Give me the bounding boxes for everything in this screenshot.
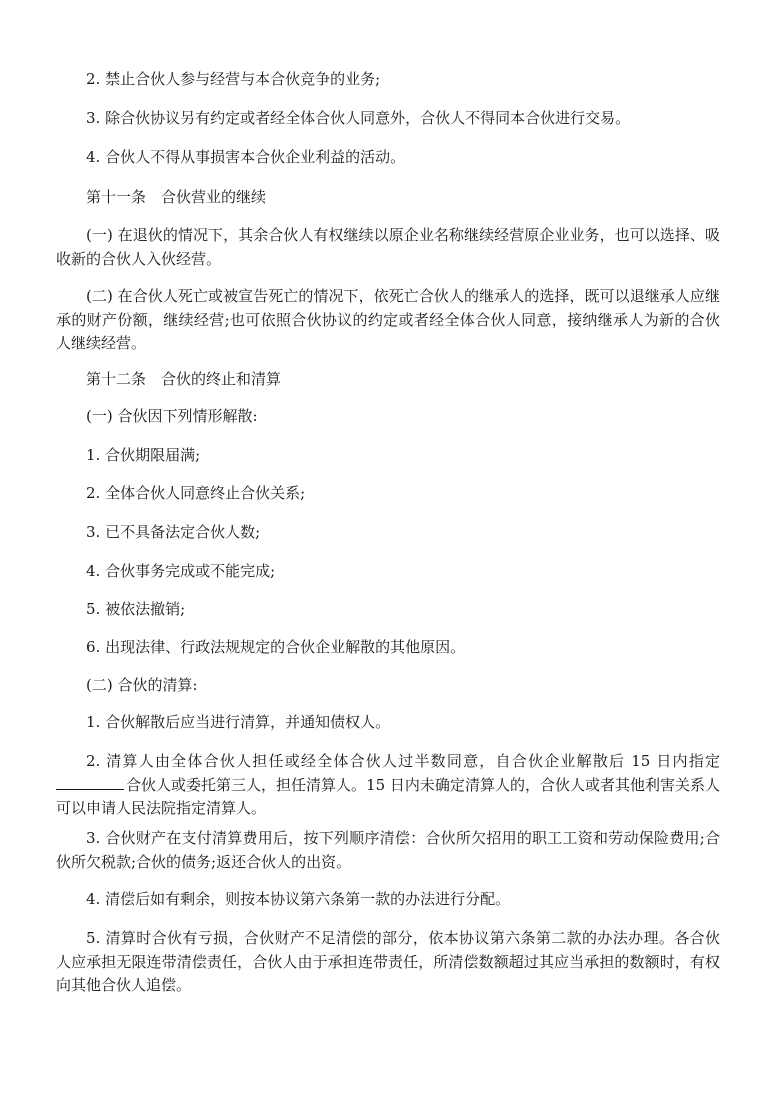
fill-in-blank	[56, 774, 124, 790]
section-heading: 第十二条 合伙的终止和清算	[86, 370, 282, 388]
list-item: 3. 合伙财产在支付清算费用后，按下列顺序清偿：合伙所欠招用的职工工资和劳动保险费用;合伙所欠税款;合伙的债务;返还合伙人的出资。	[56, 829, 720, 871]
list-item: 2. 全体合伙人同意终止合伙关系;	[86, 484, 306, 502]
paragraph: 4. 合伙人不得从事损害本合伙企业利益的活动。	[86, 148, 406, 166]
paragraph: (一) 合伙因下列情形解散:	[86, 407, 258, 425]
list-item: 4. 合伙事务完成或不能完成;	[86, 562, 276, 580]
paragraph: (二) 在合伙人死亡或被宣告死亡的情况下，依死亡合伙人的继承人的选择，既可以退继承人应继承的财产份额，继续经营;也可依照合伙协议的约定或者经全体合伙人同意，接纳继承人为新的合伙人继续经营。	[56, 287, 720, 352]
list-item: 1. 合伙期限届满;	[86, 446, 201, 464]
list-item	[56, 750, 720, 821]
list-item: 6. 出现法律、行政法规规定的合伙企业解散的其他原因。	[86, 638, 466, 656]
paragraph-text: 合伙人或委托第三人，担任清算人。15 日内未确定清算人的，合伙人或者其他利害关系人可以申请人民法院指定清算人。	[56, 775, 720, 817]
paragraph: (一) 在退伙的情况下，其余合伙人有权继续以原企业名称继续经营原企业业务，也可以选择、吸收新的合伙人入伙经营。	[56, 226, 720, 268]
list-item: 1. 合伙解散后应当进行清算，并通知债权人。	[86, 713, 391, 731]
list-item: 5. 清算时合伙有亏损，合伙财产不足清偿的部分，依本协议第六条第二款的办法办理。各合伙人应承担无限连带清偿责任，合伙人由于承担连带责任，所清偿数额超过其应当承担的数额时，有权向其他合伙人追偿。	[56, 929, 720, 994]
paragraph: 3. 除合伙协议另有约定或者经全体合伙人同意外，合伙人不得同本合伙进行交易。	[86, 109, 631, 127]
list-item: 5. 被依法撤销;	[86, 600, 186, 618]
list-item: 4. 清偿后如有剩余，则按本协议第六条第一款的办法进行分配。	[86, 890, 511, 908]
paragraph: 2. 禁止合伙人参与经营与本合伙竞争的业务;	[86, 70, 381, 88]
section-heading: 第十一条 合伙营业的继续	[86, 188, 267, 206]
list-item: 3. 已不具备法定合伙人数;	[86, 523, 261, 541]
paragraph: (二) 合伙的清算:	[86, 676, 198, 694]
paragraph-text: 2. 清算人由全体合伙人担任或经全体合伙人过半数同意，自合伙企业解散后 15 日内指定	[86, 752, 720, 770]
